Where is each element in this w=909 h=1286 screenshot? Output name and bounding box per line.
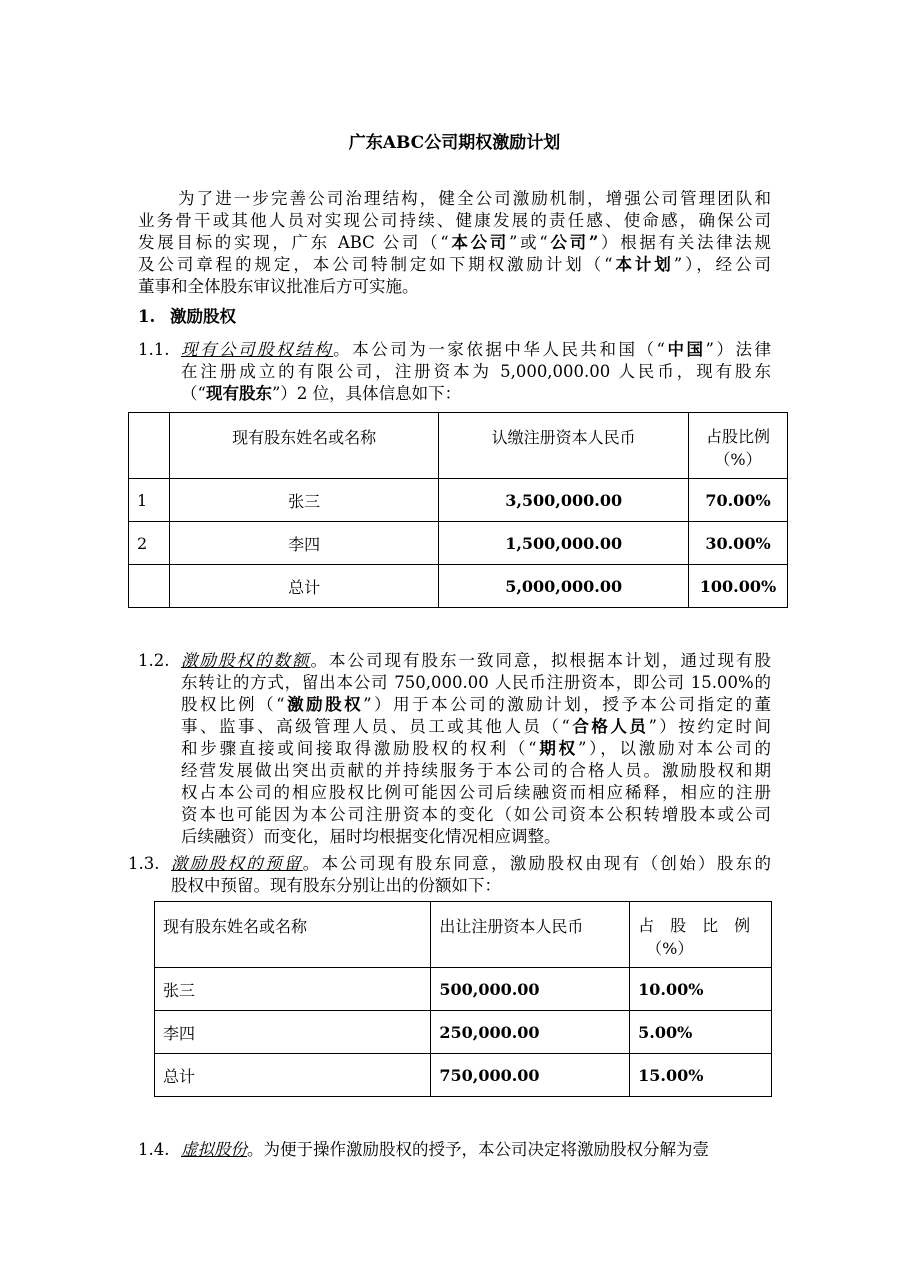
table-cell: 70.00% <box>689 479 788 522</box>
section-1-number: 1. <box>138 307 156 326</box>
table-row <box>155 1054 772 1097</box>
table-cell: 1 <box>129 479 170 522</box>
clause-1-2-line-4: 事、监事、高级管理人员、员工或其他人员（“合格人员”）按约定时间 <box>181 717 772 736</box>
table-row <box>129 565 788 608</box>
table-row <box>129 522 788 565</box>
table-header-cell: 占股比例 （%） <box>689 413 788 479</box>
table-cell: 李四 <box>155 1011 431 1054</box>
table-header-cell: 现有股东姓名或名称 <box>155 902 431 968</box>
clause-1-2-line-6: 经营发展做出突出贡献的并持续服务于本公司的合格人员。激励股权和期 <box>181 761 771 780</box>
table-cell: 3,500,000.00 <box>439 479 689 522</box>
clause-1-3-number: 1.3. <box>128 854 160 873</box>
clause-1-1-line-2: 在注册成立的有限公司，注册资本为 5,000,000.00 人民币，现有股东 <box>181 362 771 381</box>
table-header-cell: 占 股 比 例 （%） <box>630 902 772 968</box>
table-row <box>155 968 772 1011</box>
table-cell: 250,000.00 <box>431 1011 630 1054</box>
share-transfer-table <box>154 901 772 1097</box>
table-header-cell: 认缴注册资本人民币 <box>439 413 689 479</box>
intro-line-4: 及公司章程的规定，本公司特制定如下期权激励计划（“本计划”），经公司 <box>138 255 772 274</box>
clause-1-4-line-1: 虚拟股份。为便于操作激励股权的授予，本公司决定将激励股权分解为壹 <box>181 1140 709 1159</box>
table-cell: 15.00% <box>630 1054 772 1097</box>
clause-1-2-line-5: 和步骤直接或间接取得激励股权的权利（“期权”），以激励对本公司的 <box>181 739 772 758</box>
clause-1-2-line-3: 股权比例（“激励股权”）用于本公司的激励计划，授予本公司指定的董 <box>181 695 772 714</box>
table-cell: 30.00% <box>689 522 788 565</box>
table-header-cell: 出让注册资本人民币 <box>431 902 630 968</box>
table-header-cell <box>129 413 170 479</box>
table-cell: 10.00% <box>630 968 772 1011</box>
clause-1-2-line-9: 后续融资）而变化，届时均根据变化情况相应调整。 <box>181 827 561 846</box>
clause-1-2-line-2: 东转让的方式，留出本公司 750,000.00 人民币注册资本，即公司 15.00%的 <box>181 673 771 692</box>
table-cell: 5,000,000.00 <box>439 565 689 608</box>
section-1-title: 激励股权 <box>170 307 236 326</box>
table-cell <box>129 565 170 608</box>
table-cell: 李四 <box>169 522 438 565</box>
clause-1-2-number: 1.2. <box>138 651 170 670</box>
clause-1-2-line-8: 资本也可能因为本公司注册资本的变化（如公司资本公积转增股本或公司 <box>181 805 771 824</box>
intro-line-3: 发展目标的实现，广东 ABC 公司（“本公司”或“公司”）根据有关法律法规 <box>138 233 772 252</box>
clause-1-1-number: 1.1. <box>138 340 170 359</box>
document-title: 广东ABC公司期权激励计划 <box>348 133 561 153</box>
shareholder-table <box>128 412 788 608</box>
table-cell: 2 <box>129 522 170 565</box>
clause-1-3-line-2: 股权中预留。现有股东分别让出的份额如下： <box>171 876 501 895</box>
table-header-cell: 现有股东姓名或名称 <box>169 413 438 479</box>
table-cell: 750,000.00 <box>431 1054 630 1097</box>
table-cell: 总计 <box>155 1054 431 1097</box>
table-cell: 张三 <box>155 968 431 1011</box>
clause-1-4-number: 1.4. <box>138 1140 170 1159</box>
table-header-row <box>129 413 788 479</box>
table-cell: 1,500,000.00 <box>439 522 689 565</box>
table-row <box>155 1011 772 1054</box>
clause-1-2-line-7: 权占本公司的相应股权比例可能因公司后续融资而相应稀释，相应的注册 <box>181 783 771 802</box>
clause-1-1-line-3: （“现有股东”）2 位，具体信息如下： <box>181 384 462 403</box>
table-cell: 100.00% <box>689 565 788 608</box>
clause-1-2-line-1: 激励股权的数额。本公司现有股东一致同意，拟根据本计划，通过现有股 <box>181 651 771 670</box>
table-cell: 5.00% <box>630 1011 772 1054</box>
intro-line-1: 为了进一步完善公司治理结构，健全公司激励机制，增强公司管理团队和 <box>178 189 771 208</box>
intro-line-2: 业务骨干或其他人员对实现公司持续、健康发展的责任感、使命感，确保公司 <box>138 211 771 230</box>
intro-line-5: 董事和全体股东审议批准后方可实施。 <box>138 277 419 296</box>
table-cell: 500,000.00 <box>431 968 630 1011</box>
table-cell: 张三 <box>169 479 438 522</box>
table-row <box>129 479 788 522</box>
table-cell: 总计 <box>169 565 438 608</box>
table-header-row <box>155 902 772 968</box>
clause-1-3-line-1: 激励股权的预留。本公司现有股东同意，激励股权由现有（创始）股东的 <box>171 854 772 873</box>
clause-1-1-line-1: 现有公司股权结构。本公司为一家依据中华人民共和国（“中国”）法律 <box>181 340 772 359</box>
